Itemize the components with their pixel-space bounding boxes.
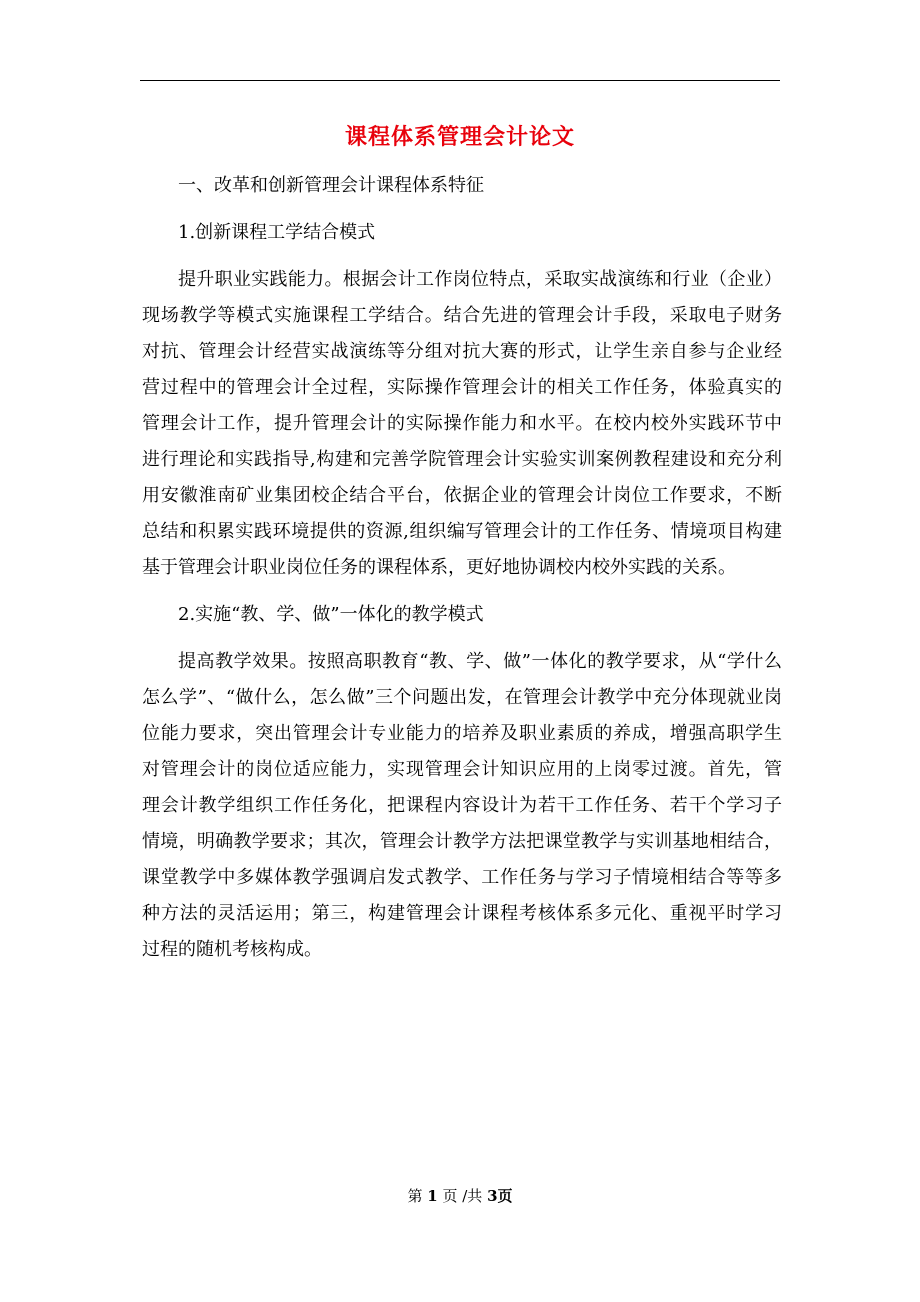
document-body [142,168,782,979]
footer-page-total: 3 [487,1187,498,1205]
paragraph-line: 种方法的灵活运用；第三，构建管理会计课程考核体系多元化、重视平时学习 [142,903,782,924]
header-rule [140,80,780,81]
subsection-heading: 1.创新课程工学结合模式 [178,222,376,243]
paragraph-line: 理会计教学组织工作任务化，把课程内容设计为若干工作任务、若干个学习子 [142,795,782,816]
footer-prefix: 第 [407,1187,423,1205]
paragraph-line: 现场教学等模式实施课程工学结合。结合先进的管理会计手段，采取电子财务 [142,305,782,326]
paragraph-line: 过程的随机考核构成。 [142,939,322,960]
paragraph-line: 对管理会计的岗位适应能力，实现管理会计知识应用的上岗零过渡。首先，管 [142,759,782,780]
paragraph [142,644,782,968]
subsection-heading: 2.实施“教、学、做”一体化的教学模式 [178,604,484,625]
paragraph-line: 用安徽淮南矿业集团校企结合平台，依据企业的管理会计岗位工作要求，不断 [142,485,782,506]
paragraph-line: 课堂教学中多媒体教学强调启发式教学、工作任务与学习子情境相结合等等多 [142,867,782,888]
paragraph-line: 总结和积累实践环境提供的资源,组织编写管理会计的工作任务、情境项目构建 [142,521,782,542]
paragraph-line: 基于管理会计职业岗位任务的课程体系，更好地协调校内校外实践的关系。 [142,557,736,578]
paragraph-line: 营过程中的管理会计全过程，实际操作管理会计的相关工作任务，体验真实的 [142,377,782,398]
footer-middle: 页 /共 [442,1187,483,1205]
page-footer [0,1184,920,1208]
section-heading: 一、改革和创新管理会计课程体系特征 [178,175,484,196]
paragraph [142,262,782,586]
paragraph-line: 进行理论和实践指导,构建和完善学院管理会计实验实训案例教程建设和充分利 [142,449,782,470]
footer-suffix: 页 [497,1187,513,1205]
paragraph-line: 管理会计工作，提升管理会计的实际操作能力和水平。在校内校外实践环节中 [142,413,782,434]
paragraph-line: 情境，明确教学要求；其次，管理会计教学方法把课堂教学与实训基地相结合， [142,831,782,852]
paragraph-line: 对抗、管理会计经营实战演练等分组对抗大赛的形式，让学生亲自参与企业经 [142,341,782,362]
paragraph-line: 提高教学效果。按照高职教育“教、学、做”一体化的教学要求，从“学什么 [178,651,782,672]
document-title: 课程体系管理会计论文 [344,125,575,150]
paragraph-line: 位能力要求，突出管理会计专业能力的培养及职业素质的养成，增强高职学生 [142,723,782,744]
footer-page-current: 1 [427,1187,438,1205]
paragraph-line: 怎么学”、“做什么，怎么做”三个问题出发，在管理会计教学中充分体现就业岗 [142,687,782,708]
paragraph-line: 提升职业实践能力。根据会计工作岗位特点，采取实战演练和行业（企业） [178,269,782,290]
